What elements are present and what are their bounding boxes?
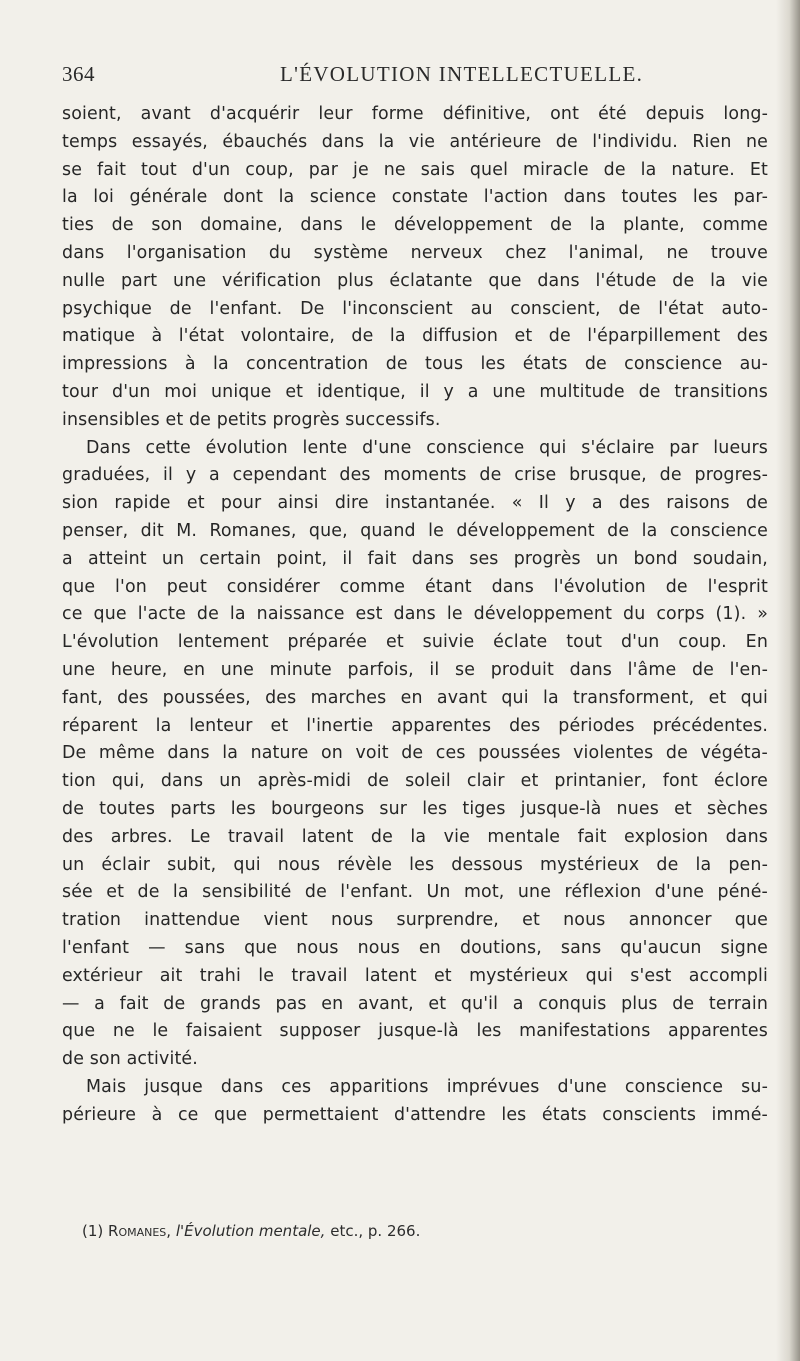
text-line: — a fait de grands pas en avant, et qu'il a conquis plus de terrain: [62, 993, 768, 1014]
text-line: De même dans la nature on voit de ces poussées violentes de végéta-: [62, 743, 768, 764]
text-line: matique à l'état volontaire, de la diffusion et de l'éparpillement des: [62, 326, 768, 347]
footnote-marker: (1): [82, 1222, 104, 1240]
text-line: psychique de l'enfant. De l'inconscient au conscient, de l'état auto-: [62, 298, 768, 319]
text-line: L'évolution lentement préparée et suivie éclate tout d'un coup. En: [62, 632, 768, 653]
text-line: Dans cette évolution lente d'une conscience qui s'éclaire par lueurs: [86, 437, 768, 458]
text-line: une heure, en une minute parfois, il se produit dans l'âme de l'en-: [62, 659, 768, 680]
text-line: de son activité.: [62, 1049, 198, 1070]
text-line: ties de son domaine, dans le développement de la plante, comme: [62, 215, 768, 236]
text-line: la loi générale dont la science constate l'action dans toutes les par-: [62, 187, 768, 208]
text-line: réparent la lenteur et l'inertie apparentes des périodes précédentes.: [62, 715, 768, 736]
text-line: sion rapide et pour ainsi dire instantanée. « Il y a des raisons de: [62, 493, 768, 514]
page-header: [62, 62, 772, 90]
text-line: Mais jusque dans ces apparitions imprévues d'une conscience su-: [86, 1076, 768, 1097]
text-line: graduées, il y a cependant des moments de crise brusque, de progres-: [62, 465, 768, 486]
text-line: fant, des poussées, des marches en avant qui la transforment, et qui: [62, 687, 768, 708]
text-line: extérieur ait trahi le travail latent et mystérieux qui s'est accompli: [62, 965, 768, 986]
text-line: impressions à la concentration de tous les états de conscience au-: [62, 354, 768, 375]
footnote-reference: etc., p. 266.: [330, 1222, 421, 1240]
text-line: sée et de la sensibilité de l'enfant. Un mot, une réflexion d'une péné-: [62, 882, 768, 903]
text-line: de toutes parts les bourgeons sur les tiges jusque-là nues et sèches: [62, 798, 768, 819]
footnote-work: l'Évolution mentale,: [175, 1222, 326, 1240]
text-line: penser, dit M. Romanes, que, quand le développement de la conscience: [62, 520, 768, 541]
text-line: dans l'organisation du système nerveux chez l'animal, ne trouve: [62, 242, 768, 263]
text-line: nulle part une vérification plus éclatante que dans l'étude de la vie: [62, 270, 768, 291]
text-line: des arbres. Le travail latent de la vie mentale fait explosion dans: [62, 826, 768, 847]
text-line: soient, avant d'acquérir leur forme définitive, ont été depuis long-: [62, 104, 768, 124]
footnote: [82, 1222, 420, 1240]
running-title: L'ÉVOLUTION INTELLECTUELLE.: [280, 62, 644, 86]
page-edge-shadow: [776, 0, 800, 1361]
text-line: l'enfant — sans que nous nous en doutions, sans qu'aucun signe: [62, 937, 768, 958]
body-text: [62, 101, 768, 1129]
text-line: que l'on peut considérer comme étant dans l'évolution de l'esprit: [62, 576, 768, 597]
text-line: se fait tout d'un coup, par je ne sais quel miracle de la nature. Et: [62, 159, 768, 180]
text-line: insensibles et de petits progrès successifs.: [62, 409, 441, 430]
text-line: tration inattendue vient nous surprendre, et nous annoncer que: [62, 910, 768, 931]
text-line: a atteint un certain point, il fait dans ses progrès un bond soudain,: [62, 548, 768, 569]
text-line: un éclair subit, qui nous révèle les dessous mystérieux de la pen-: [62, 854, 768, 875]
page-number: 364: [62, 62, 95, 86]
text-line: ce que l'acte de la naissance est dans le développement du corps (1). »: [62, 604, 768, 625]
text-line: temps essayés, ébauchés dans la vie antérieure de l'individu. Rien ne: [62, 131, 768, 152]
text-line: que ne le faisaient supposer jusque-là les manifestations apparentes: [62, 1021, 768, 1042]
text-line: périeure à ce que permettaient d'attendre les états conscients immé-: [62, 1104, 768, 1125]
footnote-author: Romanes,: [108, 1222, 172, 1240]
text-line: tion qui, dans un après-midi de soleil clair et printanier, font éclore: [62, 771, 768, 792]
text-line: tour d'un moi unique et identique, il y a une multitude de transitions: [62, 381, 768, 402]
